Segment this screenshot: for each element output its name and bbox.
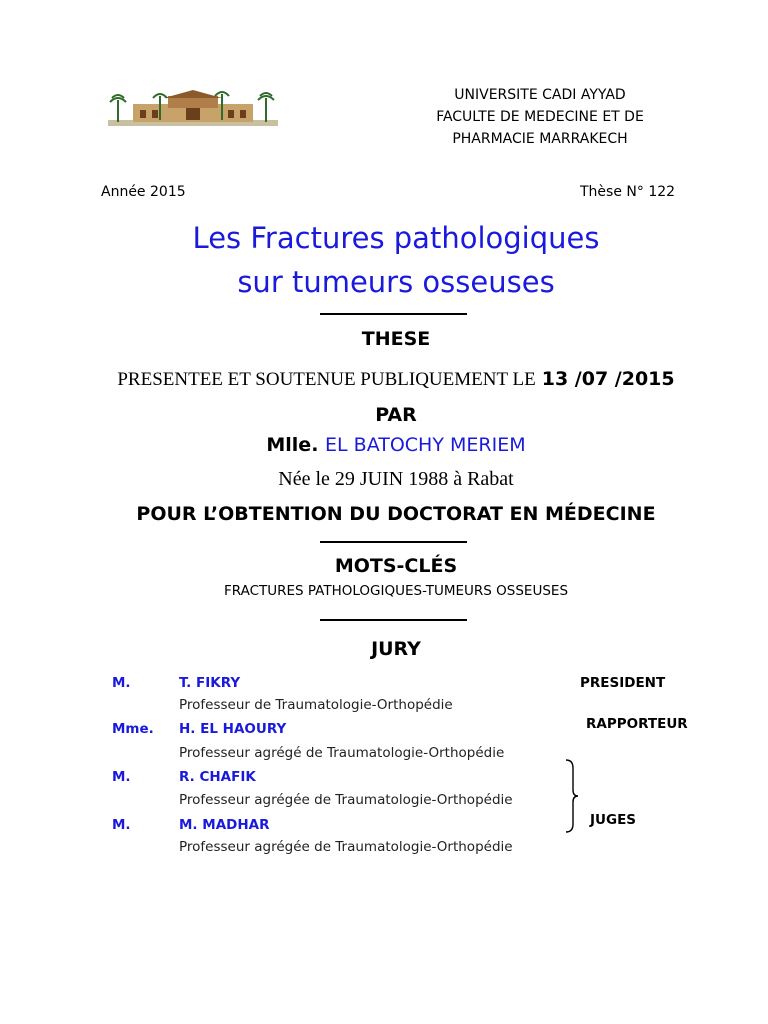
thesis-title-line-2: sur tumeurs osseuses: [237, 265, 555, 299]
candidate-name: EL BATOCHY MERIEM: [325, 434, 526, 456]
juges-brace-icon: [563, 758, 579, 838]
defense-date: 13 /07 /2015: [541, 368, 675, 390]
these-label: THESE: [361, 328, 431, 350]
jury-title-4: Professeur agrégée de Traumatologie-Orthopédie: [179, 839, 513, 855]
role-juges: JUGES: [590, 812, 637, 828]
jury-title-2: Professeur agrégé de Traumatologie-Orthopédie: [179, 745, 505, 761]
divider-1: [320, 313, 467, 315]
jury-prefix-3: M.: [112, 769, 131, 785]
university-heading: [420, 84, 660, 150]
birth-info: Née le 29 JUIN 1988 à Rabat: [278, 468, 514, 490]
university-line-3: PHARMACIE MARRAKECH: [452, 131, 628, 147]
university-line-1: UNIVERSITE CADI AYYAD: [454, 87, 626, 103]
role-rapporteur: RAPPORTEUR: [586, 716, 688, 732]
par-label: PAR: [375, 404, 417, 426]
these-number: Thèse N° 122: [580, 184, 676, 200]
jury-title-1: Professeur de Traumatologie-Orthopédie: [179, 697, 453, 713]
keywords-text: FRACTURES PATHOLOGIQUES-TUMEURS OSSEUSES: [223, 583, 569, 599]
keywords-label: MOTS-CLÉS: [334, 555, 458, 577]
jury-title-3: Professeur agrégée de Traumatologie-Orthopédie: [179, 792, 513, 808]
jury-prefix-4: M.: [112, 817, 131, 833]
presented-line: [0, 368, 768, 391]
divider-2: [320, 541, 467, 543]
divider-3: [320, 619, 467, 621]
jury-label: JURY: [371, 638, 421, 660]
jury-name-3: R. CHAFIK: [179, 769, 256, 785]
jury-name-1: T. FIKRY: [179, 675, 241, 691]
degree-line: POUR L’OBTENTION DU DOCTORAT EN MÉDECINE: [136, 503, 656, 525]
thesis-title: [0, 216, 768, 304]
candidate-title: Mlle.: [266, 434, 319, 456]
jury-name-4: M. MADHAR: [179, 817, 270, 833]
thesis-title-line-1: Les Fractures pathologiques: [192, 221, 600, 255]
jury-prefix-2: Mme.: [112, 721, 154, 737]
role-president: PRESIDENT: [580, 675, 666, 691]
jury-prefix-1: M.: [112, 675, 131, 691]
year-label: Année 2015: [101, 184, 186, 200]
candidate-line: [0, 434, 768, 456]
faculty-building-logo-icon: [108, 90, 278, 128]
jury-name-2: H. EL HAOURY: [179, 721, 287, 737]
university-line-2: FACULTE DE MEDECINE ET DE: [436, 109, 644, 125]
presented-text: PRESENTEE ET SOUTENUE PUBLIQUEMENT LE: [117, 369, 536, 390]
